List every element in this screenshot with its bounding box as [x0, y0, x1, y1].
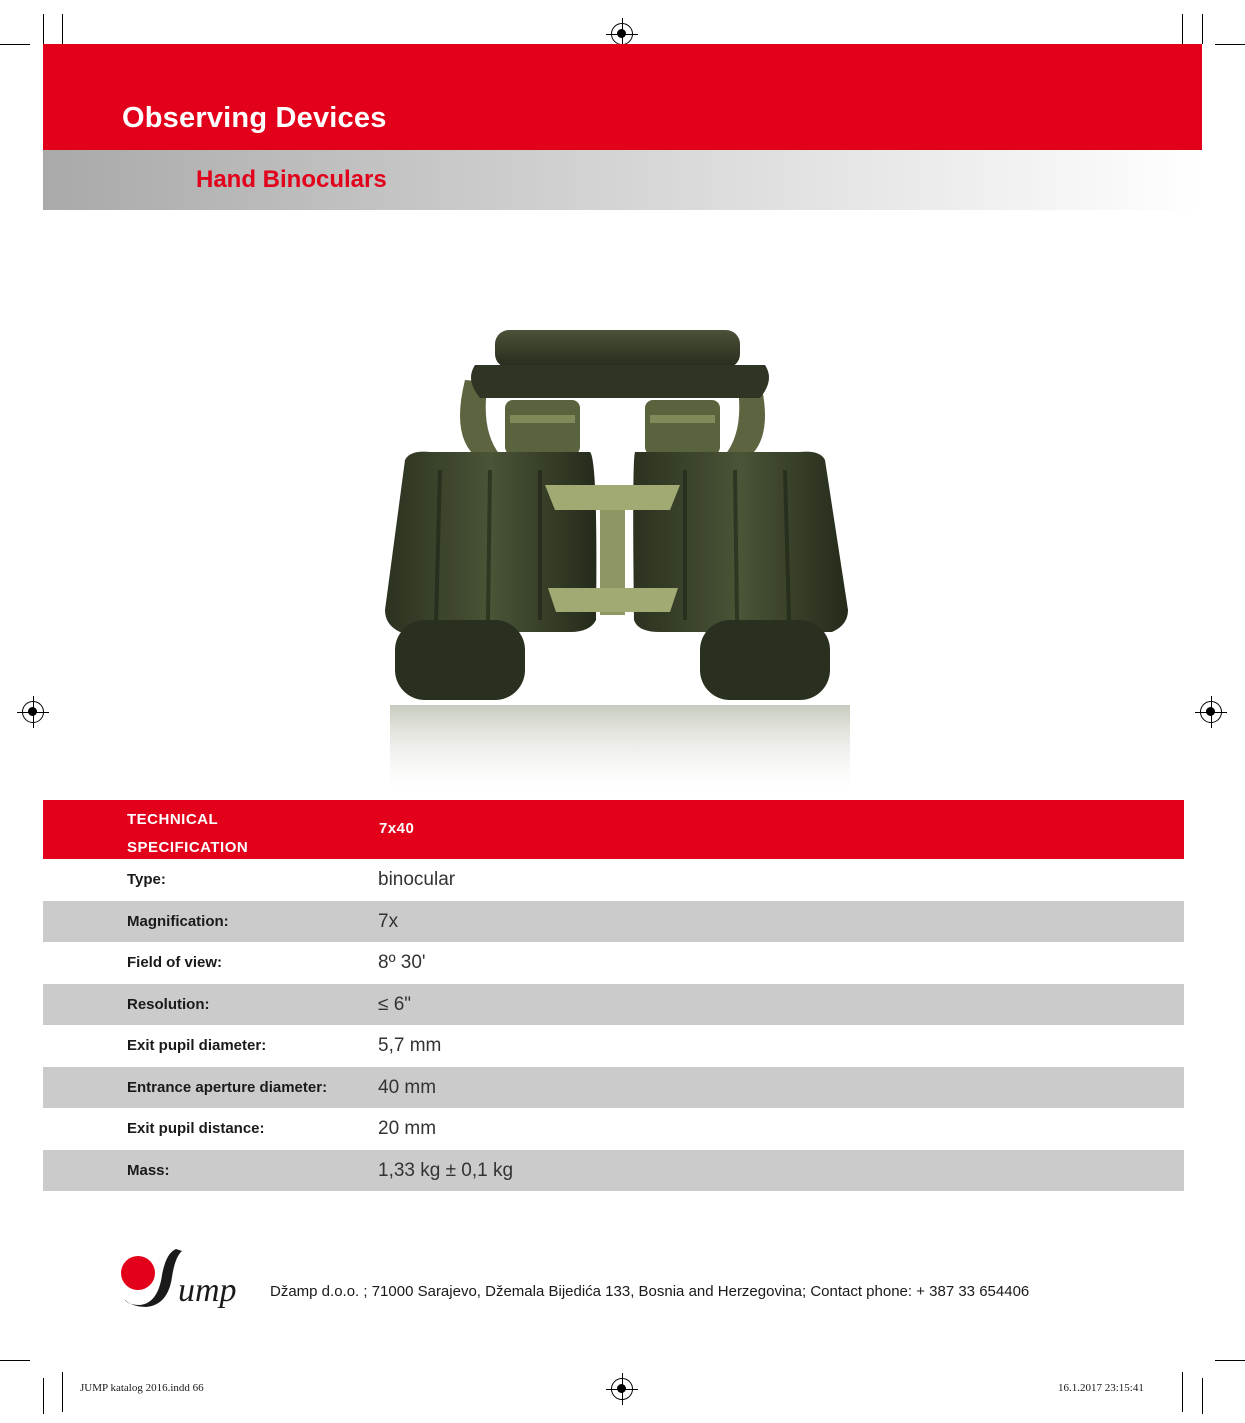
slug-datetime: 16.1.2017 23:15:41: [1058, 1382, 1144, 1394]
spec-value: 8º 30': [378, 952, 426, 973]
spec-value: 20 mm: [378, 1118, 437, 1139]
crop-mark: [1202, 14, 1203, 44]
slug-file: JUMP katalog 2016.indd 66: [80, 1382, 204, 1394]
table-row: [43, 859, 1184, 901]
spec-table: [43, 859, 1184, 1191]
table-row: [43, 984, 1184, 1026]
crop-mark: [0, 1360, 30, 1361]
jump-logo-icon: [118, 1245, 263, 1317]
spec-header-label-line1: TECHNICAL: [127, 811, 219, 828]
spec-label: Magnification:: [127, 912, 229, 930]
spec-table-header: [43, 800, 1184, 859]
spec-label: Exit pupil distance:: [127, 1120, 265, 1137]
contact-info: Džamp d.o.o. ; 71000 Sarajevo, Džemala Bijedića 133, Bosnia and Herzegovina; Contact phone: + 387 33 654406: [270, 1283, 1030, 1300]
spec-value: 40 mm: [378, 1076, 437, 1098]
spec-value: 5,7 mm: [378, 1035, 442, 1056]
table-row: [43, 1108, 1184, 1150]
binoculars-image: [370, 320, 870, 800]
crop-mark: [1215, 1360, 1245, 1361]
table-row: [43, 901, 1184, 943]
crop-mark: [43, 1378, 44, 1414]
registration-mark-icon: [611, 1378, 633, 1400]
spec-value: ≤ 6": [378, 993, 412, 1015]
registration-mark-icon: [611, 23, 633, 45]
spec-value: binocular: [378, 869, 456, 890]
spec-label: Mass:: [127, 1161, 170, 1179]
spec-label: Resolution:: [127, 995, 210, 1013]
page-subtitle: Hand Binoculars: [196, 166, 387, 193]
page-title: Observing Devices: [122, 102, 387, 134]
table-row: [43, 1150, 1184, 1192]
spec-value: 1,33 kg ± 0,1 kg: [378, 1159, 514, 1181]
crop-mark: [62, 1372, 63, 1412]
crop-mark: [43, 14, 44, 44]
spec-label: Entrance aperture diameter:: [127, 1078, 328, 1096]
spec-value: 7x: [378, 910, 399, 932]
table-row: [43, 1025, 1184, 1067]
spec-label: Type:: [127, 871, 166, 888]
crop-mark: [0, 44, 30, 45]
spec-label: Field of view:: [127, 954, 223, 971]
registration-mark-icon: [22, 701, 44, 723]
spec-header-label-line2: SPECIFICATION: [127, 839, 249, 856]
crop-mark: [1182, 1372, 1183, 1412]
spec-header-model: 7x40: [379, 820, 415, 837]
crop-mark: [1202, 1378, 1203, 1414]
crop-mark: [1215, 44, 1245, 45]
registration-mark-icon: [1200, 701, 1222, 723]
spec-label: Exit pupil diameter:: [127, 1037, 267, 1054]
table-row: [43, 1067, 1184, 1109]
table-row: [43, 942, 1184, 984]
logo-text: ump: [178, 1272, 237, 1309]
spec-header-label: [127, 806, 248, 862]
